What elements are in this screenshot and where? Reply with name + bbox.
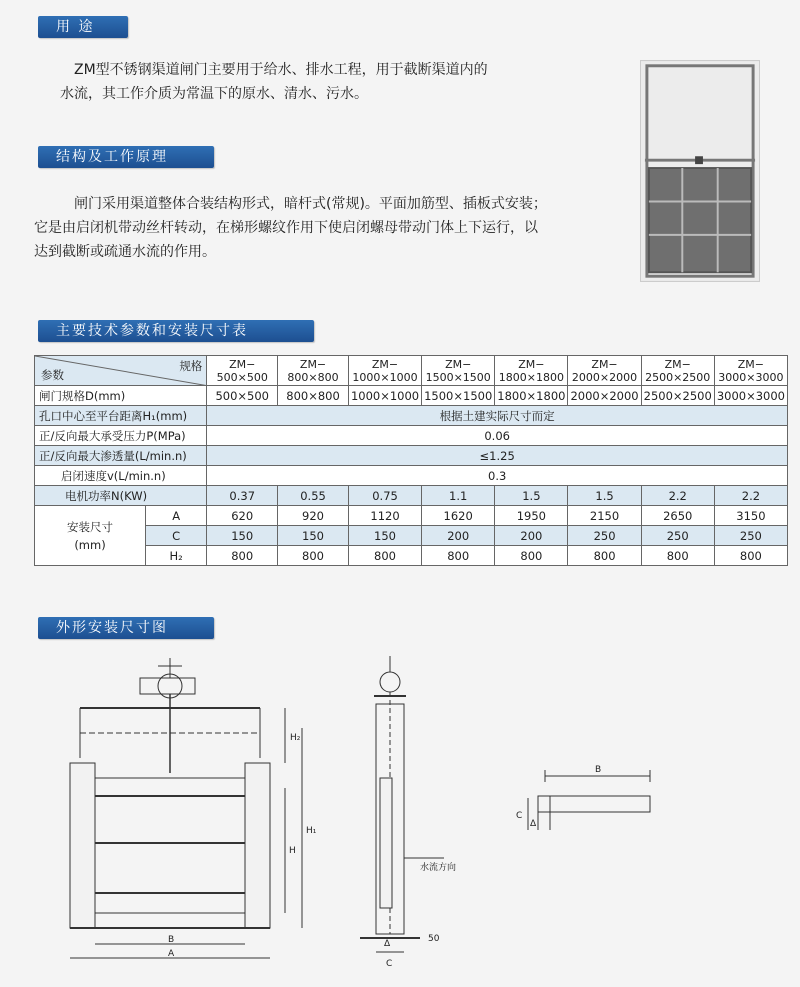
install-cell: 800	[714, 546, 787, 566]
install-name-c: C	[146, 526, 207, 546]
flow-direction-label: 水流方向	[420, 863, 457, 873]
gate-spec-cell: 2000×2000	[568, 386, 641, 406]
gate-spec-cell: 2500×2500	[641, 386, 714, 406]
motor-label: 电机功率N(KW)	[35, 486, 207, 506]
dim-c-label: C	[386, 959, 393, 969]
corner-label-param: 参数	[41, 368, 64, 382]
motor-row	[35, 486, 788, 506]
gate-spec-label: 闸门规格D(mm)	[35, 386, 207, 406]
pressure-label: 正/反向最大承受压力P(MPa)	[35, 426, 207, 446]
side-view	[360, 656, 444, 952]
dim-h-label: H	[289, 846, 296, 856]
install-cell: 800	[348, 546, 421, 566]
install-label: 安装尺寸 (mm)	[35, 506, 146, 566]
motor-cell: 0.37	[207, 486, 278, 506]
model-header-1: ZM− 800×800	[278, 356, 349, 386]
install-cell: 250	[641, 526, 714, 546]
install-cell: 1120	[348, 506, 421, 526]
gate-spec-cell: 500×500	[207, 386, 278, 406]
orifice-label: 孔口中心至平台距离H₁(mm)	[35, 406, 207, 426]
structure-section-title: 结构及工作原理	[38, 146, 214, 168]
motor-cell: 2.2	[641, 486, 714, 506]
gate-spec-cell: 1500×1500	[422, 386, 495, 406]
leakage-row	[35, 446, 788, 466]
install-cell: 200	[495, 526, 568, 546]
detail-view	[528, 770, 650, 830]
dim-a-label: A	[168, 949, 175, 959]
install-cell: 3150	[714, 506, 787, 526]
install-cell: 800	[207, 546, 278, 566]
gate-spec-cell: 3000×3000	[714, 386, 787, 406]
install-cell: 150	[207, 526, 278, 546]
side-actuator-icon	[380, 672, 400, 692]
orifice-value: 根据土建实际尺寸而定	[207, 406, 788, 426]
usage-line-1: ZM型不锈钢渠道闸门主要用于给水、排水工程，用于截断渠道内的	[74, 62, 488, 78]
install-cell: 2150	[568, 506, 641, 526]
install-cell: 1620	[422, 506, 495, 526]
drawing-section-title: 外形安装尺寸图	[38, 617, 214, 639]
gate-photo	[640, 60, 760, 282]
install-cell: 800	[495, 546, 568, 566]
corner-label-spec: 规格	[179, 359, 203, 373]
install-row-c	[35, 526, 788, 546]
install-cell: 800	[278, 546, 349, 566]
model-header-2: ZM− 1000×1000	[348, 356, 421, 386]
gate-spec-row	[35, 386, 788, 406]
usage-section-title: 用 途	[38, 16, 128, 38]
install-cell: 800	[568, 546, 641, 566]
install-cell: 800	[641, 546, 714, 566]
dim-h2-label: H₂	[290, 733, 301, 743]
structure-line-1: 闸门采用渠道整体合装结构形式，暗杆式(常规)。平面加筋型、插板式安装；	[74, 196, 547, 212]
install-cell: 150	[278, 526, 349, 546]
gate-spec-cell: 800×800	[278, 386, 349, 406]
table-corner-cell	[35, 356, 207, 386]
install-cell: 250	[714, 526, 787, 546]
install-name-a: A	[146, 506, 207, 526]
install-cell: 1950	[495, 506, 568, 526]
params-section-title: 主要技术参数和安装尺寸表	[38, 320, 314, 342]
delta-label: Δ	[384, 939, 391, 949]
gate-spec-cell: 1000×1000	[348, 386, 421, 406]
speed-label: 启闭速度v(L/min.n)	[35, 466, 207, 486]
install-cell: 800	[422, 546, 495, 566]
dim-50-label: 50	[428, 934, 440, 944]
model-header-5: ZM− 2000×2000	[568, 356, 641, 386]
orifice-row	[35, 406, 788, 426]
install-row-a	[35, 506, 788, 526]
structure-line-2: 它是由启闭机带动丝杆转动，在梯形螺纹作用下使启闭螺母带动门体上下运行，以	[34, 220, 538, 236]
install-cell: 200	[422, 526, 495, 546]
install-name-h2: H₂	[146, 546, 207, 566]
dim-h1-label: H₁	[306, 826, 317, 836]
installation-drawing	[40, 648, 780, 978]
model-header-7: ZM− 3000×3000	[714, 356, 787, 386]
model-header-6: ZM− 2500×2500	[641, 356, 714, 386]
motor-cell: 2.2	[714, 486, 787, 506]
detail-delta-label: Δ	[530, 819, 537, 829]
install-cell: 250	[568, 526, 641, 546]
model-header-4: ZM− 1800×1800	[495, 356, 568, 386]
speed-row	[35, 466, 788, 486]
install-cell: 2650	[641, 506, 714, 526]
motor-cell: 1.5	[495, 486, 568, 506]
detail-c-label: C	[516, 811, 523, 821]
dim-b-label: B	[168, 935, 175, 945]
structure-line-3: 达到截断或疏通水流的作用。	[34, 244, 216, 260]
motor-cell: 1.5	[568, 486, 641, 506]
motor-cell: 1.1	[422, 486, 495, 506]
usage-paragraph	[60, 58, 488, 106]
install-cell: 920	[278, 506, 349, 526]
pressure-row	[35, 426, 788, 446]
detail-b-label: B	[595, 765, 602, 775]
structure-paragraph	[34, 192, 547, 264]
model-header-0: ZM− 500×500	[207, 356, 278, 386]
motor-cell: 0.55	[278, 486, 349, 506]
leakage-value: ≤1.25	[207, 446, 788, 466]
spec-table	[34, 355, 788, 566]
install-cell: 620	[207, 506, 278, 526]
pressure-value: 0.06	[207, 426, 788, 446]
leakage-label: 正/反向最大渗透量(L/min.n)	[35, 446, 207, 466]
motor-cell: 0.75	[348, 486, 421, 506]
speed-value: 0.3	[207, 466, 788, 486]
usage-line-2: 水流，其工作介质为常温下的原水、清水、污水。	[60, 86, 368, 102]
front-view	[70, 658, 302, 958]
install-cell: 150	[348, 526, 421, 546]
table-header-row	[35, 356, 788, 386]
model-header-3: ZM− 1500×1500	[422, 356, 495, 386]
gate-spec-cell: 1800×1800	[495, 386, 568, 406]
install-row-h2	[35, 546, 788, 566]
